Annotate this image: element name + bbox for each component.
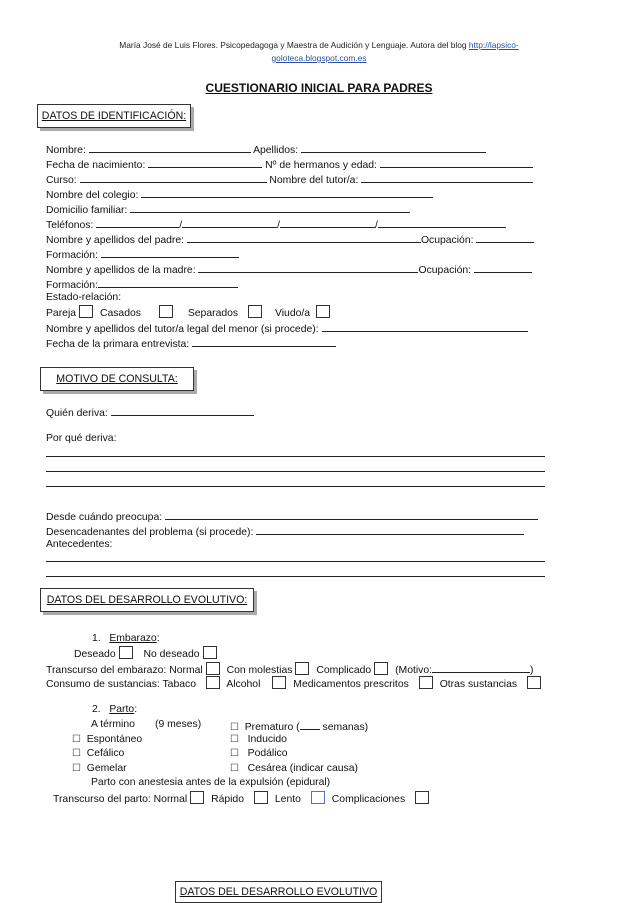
podalico-option-icon[interactable]: ☐ [230,748,239,759]
row-embarazo-title: 1. Embarazo: [92,633,160,644]
tutor-legal-field[interactable] [322,320,528,332]
curso-field[interactable] [80,171,267,183]
otras-sustancias-checkbox[interactable] [527,676,541,689]
ocupacion-padre-field[interactable] [476,231,534,243]
row-consumo: Consumo de sustancias: Tabaco Alcohol Medicamentos prescritos Otras sustancias [46,676,545,691]
con-molestias-checkbox[interactable] [295,662,309,675]
row-a-termino: A término [91,719,135,730]
madre-field[interactable] [198,261,418,273]
telefono-1-field[interactable] [96,216,179,228]
row-padre: Nombre y apellidos del padre: Ocupación: [46,231,534,247]
row-cefalico: ☐ Cefálico [72,748,125,759]
espontaneo-option-icon[interactable]: ☐ [72,734,81,745]
row-gemelar: ☐ Gemelar [72,763,127,774]
formacion-madre-field[interactable] [98,276,238,288]
antecedentes-line-1[interactable] [46,561,545,562]
row-por-que: Por qué deriva: [46,433,117,444]
row-parto-title: 2. Parto: [92,704,138,715]
row-tutor-legal: Nombre y apellidos del tutor/a legal del menor (si procede): [46,320,528,336]
colegio-field[interactable] [141,186,433,198]
blog-link-continued[interactable]: goloteca.blogspot.com.es [271,53,367,63]
deseado-checkbox[interactable] [119,646,133,659]
complicaciones-checkbox[interactable] [415,791,429,804]
row-formacion-1: Formación: [46,246,239,262]
telefono-2-field[interactable] [182,216,277,228]
row-antecedentes: Antecedentes: [46,539,113,550]
quien-deriva-field[interactable] [111,404,254,416]
desencadenantes-field[interactable] [256,523,524,535]
por-que-line-2[interactable] [46,471,545,472]
semanas-field[interactable] [300,718,320,730]
row-prematuro: ☐ Prematuro ( semanas) [230,718,368,734]
row-anestesia: Parto con anestesia antes de la expulsión (epidural) [91,777,331,788]
por-que-line-3[interactable] [46,486,545,487]
telefono-3-field[interactable] [280,216,375,228]
domicilio-field[interactable] [130,201,410,213]
row-desencadenantes: Desencadenantes del problema (si procede): [46,523,524,539]
blog-link[interactable]: http://lapsico- [468,40,519,50]
tutor-field[interactable] [361,171,533,183]
no-deseado-checkbox[interactable] [203,646,217,659]
rapido-checkbox[interactable] [254,791,268,804]
row-fecha: Fecha de nacimiento: Nº de hermanos y edad: [46,156,533,172]
row-deseado: Deseado No deseado [74,646,221,661]
row-nueve-meses: (9 meses) [155,719,202,730]
prematuro-option-icon[interactable]: ☐ [230,722,239,733]
row-podalico: ☐ Podálico [230,748,288,759]
pareja-checkbox[interactable] [79,305,93,318]
por-que-line-1[interactable] [46,456,545,457]
padre-field[interactable] [187,231,421,243]
row-inducido: ☐ Inducido [230,734,287,745]
complicado-checkbox[interactable] [374,662,388,675]
gemelar-option-icon[interactable]: ☐ [72,763,81,774]
primera-entrevista-field[interactable] [192,335,336,347]
header-author-line [0,40,638,50]
row-madre: Nombre y apellidos de la madre: Ocupación: [46,261,532,277]
casados-checkbox[interactable] [159,305,173,318]
row-formacion-2: Formación: [46,276,238,292]
row-quien-deriva: Quién deriva: [46,404,254,420]
embarazo-normal-checkbox[interactable] [206,662,220,675]
row-cesarea: ☐ Cesárea (indicar causa) [230,763,358,774]
lento-checkbox[interactable] [311,791,325,804]
nombre-field[interactable] [89,141,251,153]
header-link-line [0,53,638,63]
section-motivo: MOTIVO DE CONSULTA: [40,367,194,391]
row-desde-cuando: Desde cuándo preocupa: [46,508,538,524]
cefalico-option-icon[interactable]: ☐ [72,748,81,759]
motivo-complicado-field[interactable] [432,661,530,673]
inducido-option-icon[interactable]: ☐ [230,734,239,745]
ocupacion-madre-field[interactable] [474,261,532,273]
row-curso: Curso: Nombre del tutor/a: [46,171,533,187]
medicamentos-checkbox[interactable] [419,676,433,689]
alcohol-checkbox[interactable] [272,676,286,689]
separados-checkbox[interactable] [248,305,262,318]
row-telefonos: Teléfonos: / / / [46,216,506,232]
author-text: María José de Luis Flores. Psicopedagoga y Maestra de Audición y Lenguaje. Autora del blog [119,40,467,50]
row-transcurso-parto: Transcurso del parto: Normal Rápido Lento Complicaciones [53,791,433,806]
hermanos-field[interactable] [380,156,533,168]
section-desarrollo: DATOS DEL DESARROLLO EVOLUTIVO: [40,588,254,612]
row-estado-relacion: Estado-relación: [46,292,122,303]
row-espontaneo: ☐ Espontáneo [72,734,143,745]
telefono-4-field[interactable] [378,216,506,228]
apellidos-field[interactable] [301,141,486,153]
viudo-checkbox[interactable] [316,305,330,318]
tabaco-checkbox[interactable] [206,676,220,689]
row-transcurso-embarazo: Transcurso del embarazo: Normal Con molestias Complicado (Motivo: ) [46,661,534,677]
fecha-nacimiento-field[interactable] [148,156,262,168]
cesarea-option-icon[interactable]: ☐ [230,763,239,774]
row-domicilio: Domicilio familiar: [46,201,410,217]
parto-normal-checkbox[interactable] [190,791,204,804]
section-identificacion: DATOS DE IDENTIFICACIÓN: [37,104,191,128]
row-nombre: Nombre: Apellidos: [46,141,486,157]
row-primera-entrevista: Fecha de la primara entrevista: [46,335,336,351]
row-estado-options: Pareja Casados Separados Viudo/a [46,305,334,320]
formacion-padre-field[interactable] [101,246,239,258]
desde-cuando-field[interactable] [165,508,538,520]
page-title: CUESTIONARIO INICIAL PARA PADRES [205,81,433,95]
section-desarrollo-footer: DATOS DEL DESARROLLO EVOLUTIVO [175,881,382,903]
antecedentes-line-2[interactable] [46,576,545,577]
row-colegio: Nombre del colegio: [46,186,433,202]
